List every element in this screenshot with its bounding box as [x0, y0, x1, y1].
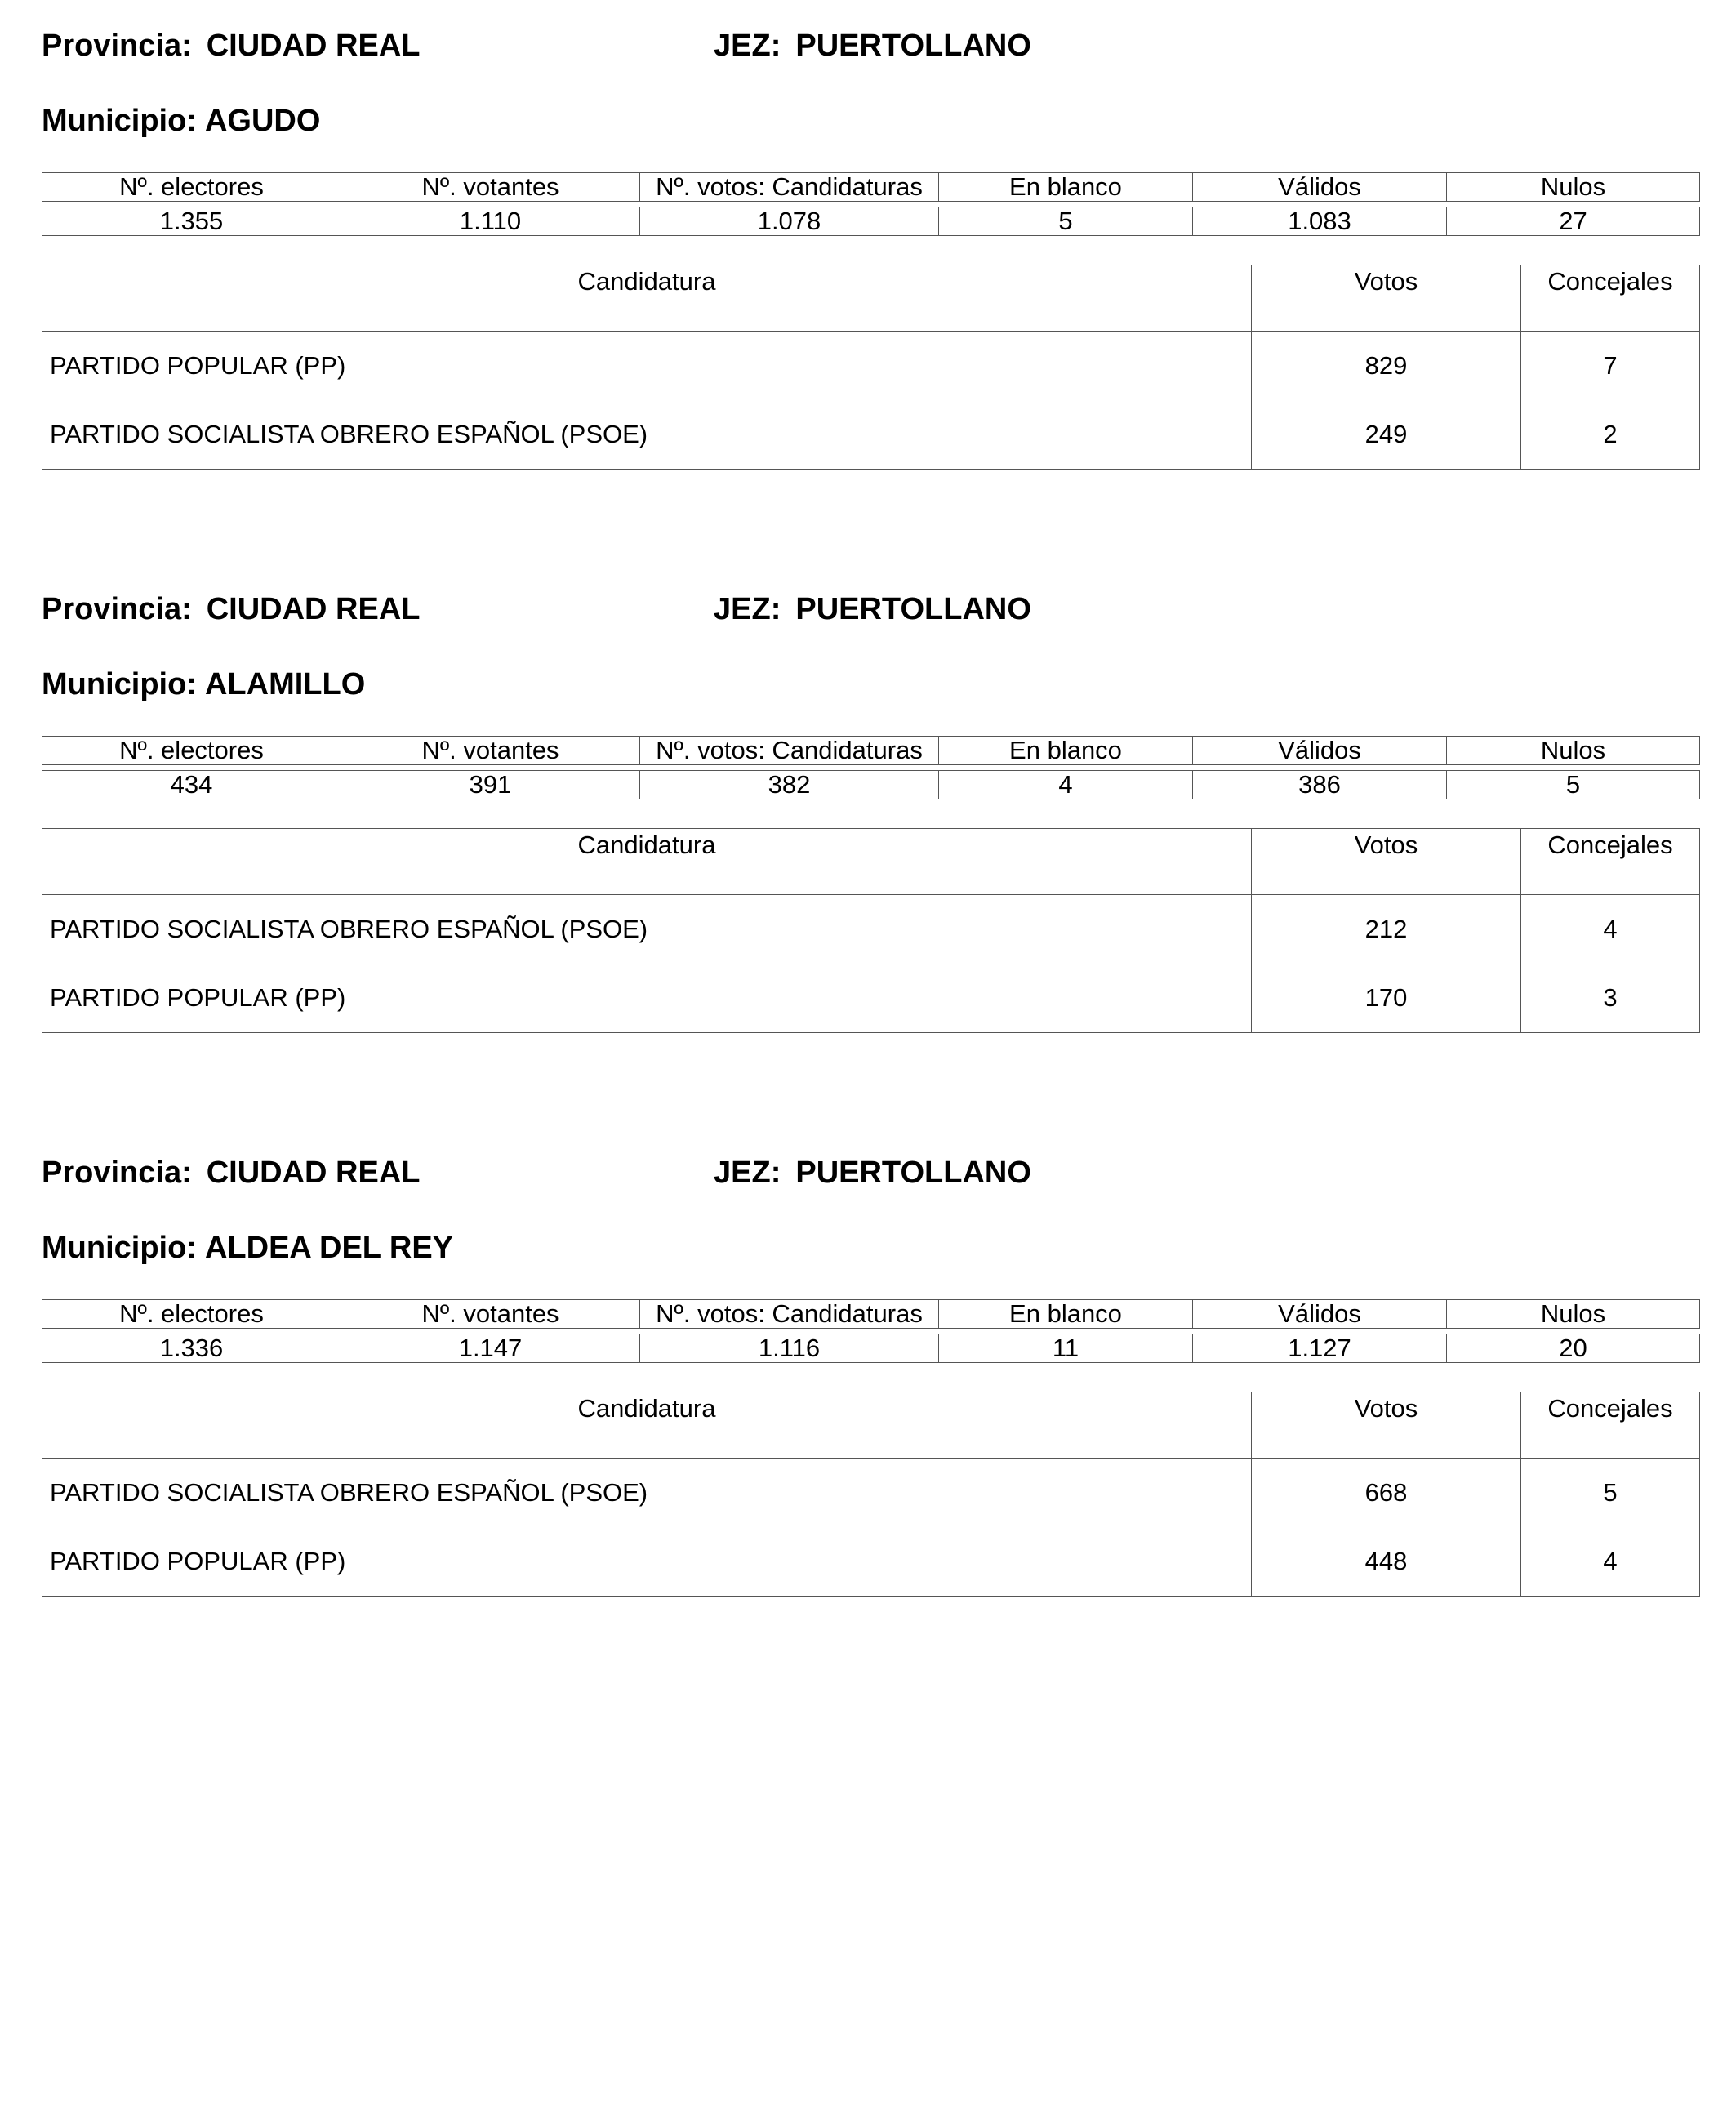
- table-row: [42, 895, 1700, 964]
- concejales-value: 2: [1521, 400, 1700, 470]
- provincia-heading: Provincia: CIUDAD REAL: [42, 592, 421, 626]
- stats-header-row: [42, 737, 1700, 765]
- candidatura-name: PARTIDO POPULAR (PP): [42, 1527, 1252, 1597]
- en-blanco-header: En blanco: [939, 173, 1193, 202]
- concejales-header: Concejales: [1521, 829, 1700, 895]
- municipio-heading: Municipio: ALDEA DEL REY: [42, 1231, 454, 1265]
- stats-values-row: [42, 1334, 1700, 1363]
- en-blanco-value: 11: [939, 1334, 1193, 1363]
- votos-candidaturas-header: Nº. votos: Candidaturas: [640, 173, 939, 202]
- concejales-header: Concejales: [1521, 1392, 1700, 1459]
- table-row: [42, 332, 1700, 401]
- municipio-value: AGUDO: [204, 104, 321, 138]
- candidaturas-table: [42, 1392, 1700, 1597]
- validos-header: Válidos: [1193, 1300, 1447, 1329]
- provincia-heading: Provincia: CIUDAD REAL: [42, 29, 421, 63]
- jez-value: PUERTOLLANO: [795, 592, 1031, 626]
- table-row: [42, 400, 1700, 470]
- table-row: [42, 1527, 1700, 1597]
- votos-value: 829: [1252, 332, 1521, 401]
- en-blanco-header: En blanco: [939, 737, 1193, 765]
- votos-header: Votos: [1252, 265, 1521, 332]
- electores-value: 1.336: [42, 1334, 341, 1363]
- municipio-value: ALAMILLO: [204, 667, 366, 701]
- candidatura-name: PARTIDO SOCIALISTA OBRERO ESPAÑOL (PSOE): [42, 400, 1252, 470]
- candidaturas-table: [42, 265, 1700, 470]
- votos-candidaturas-value: 1.078: [640, 207, 939, 236]
- jez-heading: JEZ: PUERTOLLANO: [714, 29, 1031, 63]
- votantes-header: Nº. votantes: [341, 1300, 640, 1329]
- candidaturas-header-row: [42, 829, 1700, 895]
- validos-header: Válidos: [1193, 173, 1447, 202]
- candidatura-header: Candidatura: [42, 265, 1252, 332]
- electores-header: Nº. electores: [42, 173, 341, 202]
- stats-values-row: [42, 207, 1700, 236]
- votos-header: Votos: [1252, 1392, 1521, 1459]
- en-blanco-header: En blanco: [939, 1300, 1193, 1329]
- validos-value: 386: [1193, 771, 1447, 799]
- candidatura-header: Candidatura: [42, 1392, 1252, 1459]
- electores-header: Nº. electores: [42, 1300, 341, 1329]
- votantes-value: 1.147: [341, 1334, 640, 1363]
- candidatura-name: PARTIDO POPULAR (PP): [42, 964, 1252, 1033]
- en-blanco-value: 4: [939, 771, 1193, 799]
- votos-value: 170: [1252, 964, 1521, 1033]
- validos-value: 1.083: [1193, 207, 1447, 236]
- candidaturas-table: [42, 828, 1700, 1033]
- jez-heading: JEZ: PUERTOLLANO: [714, 1156, 1031, 1190]
- provincia-value: CIUDAD REAL: [206, 1156, 421, 1190]
- stats-header-row: [42, 1300, 1700, 1329]
- jez-heading: JEZ: PUERTOLLANO: [714, 592, 1031, 626]
- votos-candidaturas-header: Nº. votos: Candidaturas: [640, 737, 939, 765]
- votantes-header: Nº. votantes: [341, 737, 640, 765]
- concejales-header: Concejales: [1521, 265, 1700, 332]
- validos-value: 1.127: [1193, 1334, 1447, 1363]
- votantes-value: 1.110: [341, 207, 640, 236]
- table-row: [42, 964, 1700, 1033]
- candidatura-name: PARTIDO POPULAR (PP): [42, 332, 1252, 401]
- electores-value: 434: [42, 771, 341, 799]
- votantes-header: Nº. votantes: [341, 173, 640, 202]
- votos-value: 249: [1252, 400, 1521, 470]
- electores-value: 1.355: [42, 207, 341, 236]
- stats-table: [42, 1299, 1700, 1363]
- nulos-value: 20: [1447, 1334, 1700, 1363]
- votos-value: 212: [1252, 895, 1521, 964]
- nulos-header: Nulos: [1447, 1300, 1700, 1329]
- votos-candidaturas-value: 382: [640, 771, 939, 799]
- votos-value: 448: [1252, 1527, 1521, 1597]
- concejales-value: 4: [1521, 895, 1700, 964]
- validos-header: Válidos: [1193, 737, 1447, 765]
- nulos-value: 5: [1447, 771, 1700, 799]
- nulos-header: Nulos: [1447, 173, 1700, 202]
- provincia-value: CIUDAD REAL: [206, 29, 421, 63]
- votos-candidaturas-header: Nº. votos: Candidaturas: [640, 1300, 939, 1329]
- candidaturas-header-row: [42, 1392, 1700, 1459]
- stats-values-row: [42, 771, 1700, 799]
- concejales-value: 3: [1521, 964, 1700, 1033]
- provincia-value: CIUDAD REAL: [206, 592, 421, 626]
- municipio-heading: Municipio: AGUDO: [42, 104, 321, 138]
- stats-header-row: [42, 173, 1700, 202]
- votos-value: 668: [1252, 1459, 1521, 1528]
- stats-table: [42, 172, 1700, 236]
- jez-value: PUERTOLLANO: [795, 1156, 1031, 1190]
- votos-candidaturas-value: 1.116: [640, 1334, 939, 1363]
- nulos-header: Nulos: [1447, 737, 1700, 765]
- votos-header: Votos: [1252, 829, 1521, 895]
- stats-table: [42, 736, 1700, 799]
- jez-value: PUERTOLLANO: [795, 29, 1031, 63]
- concejales-value: 5: [1521, 1459, 1700, 1528]
- candidaturas-header-row: [42, 265, 1700, 332]
- en-blanco-value: 5: [939, 207, 1193, 236]
- electores-header: Nº. electores: [42, 737, 341, 765]
- concejales-value: 7: [1521, 332, 1700, 401]
- municipio-heading: Municipio: ALAMILLO: [42, 667, 366, 701]
- table-row: [42, 1459, 1700, 1528]
- municipio-value: ALDEA DEL REY: [204, 1231, 454, 1265]
- candidatura-name: PARTIDO SOCIALISTA OBRERO ESPAÑOL (PSOE): [42, 1459, 1252, 1528]
- concejales-value: 4: [1521, 1527, 1700, 1597]
- candidatura-name: PARTIDO SOCIALISTA OBRERO ESPAÑOL (PSOE): [42, 895, 1252, 964]
- nulos-value: 27: [1447, 207, 1700, 236]
- candidatura-header: Candidatura: [42, 829, 1252, 895]
- votantes-value: 391: [341, 771, 640, 799]
- provincia-heading: Provincia: CIUDAD REAL: [42, 1156, 421, 1190]
